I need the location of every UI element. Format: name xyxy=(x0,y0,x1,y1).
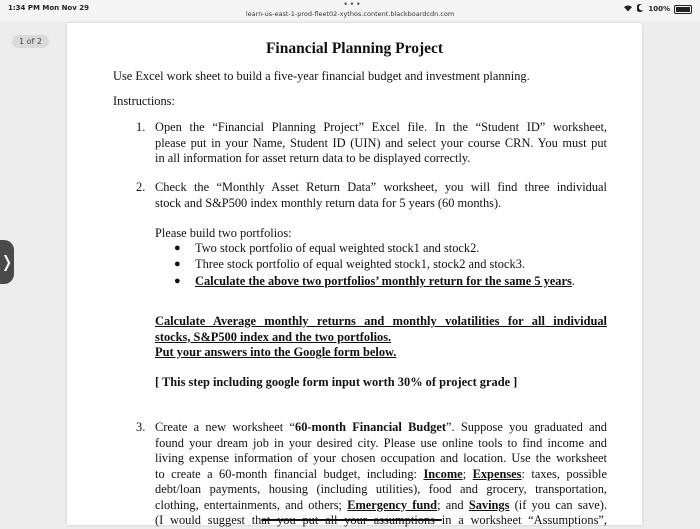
more-dots-icon[interactable]: ••• xyxy=(343,0,362,10)
instructions-label: Instructions: xyxy=(113,94,175,108)
step3-line: found your dream job in your desired city. Please use online tools to find income and xyxy=(155,435,607,450)
text-run: : taxes, possible xyxy=(521,466,607,481)
intro-text: Use Excel work sheet to build a five-year financial budget and investment planning. xyxy=(113,69,530,83)
status-bar xyxy=(0,0,700,22)
url-label[interactable]: learn-us-east-1-prod-fleet02-xythos.content.blackboardcdn.com xyxy=(245,10,455,18)
bullet-dot: ● xyxy=(174,242,181,254)
text-run: (I would suggest th xyxy=(155,513,262,527)
step-number: 2. xyxy=(136,180,146,194)
text-run-bold: Emergency fund xyxy=(347,497,438,512)
text-run-bold: 60-month Financial Budget xyxy=(295,420,446,434)
bullet-item: Two stock portfolio of equal weighted stock1 and stock2. xyxy=(195,241,480,255)
document-page xyxy=(67,23,642,525)
bullet-tail: . xyxy=(571,274,575,288)
calc-line: Calculate Average monthly returns and monthly volatilities for all individual xyxy=(155,314,607,328)
text-run: in a worksheet “Assumptions”, xyxy=(441,513,607,527)
text-run-bold: Income xyxy=(423,466,463,481)
step3-line xyxy=(155,467,607,483)
step1-line: Open the “Financial Planning Project” Excel file. In the “Student ID” worksheet, xyxy=(155,120,607,134)
battery-icon xyxy=(674,5,692,14)
step3-line: debt/loan payments, housing (including utilities), food and grocery, transportation, xyxy=(155,482,607,496)
status-right xyxy=(623,4,692,14)
grade-note: [ This step including google form input worth 30% of project grade ] xyxy=(155,375,518,389)
page-title: Financial Planning Project xyxy=(265,40,444,57)
bullet-bold-text: Calculate the above two portfolios’ monthly return for the same 5 years xyxy=(195,274,572,288)
text-run-bold: Savings xyxy=(468,497,510,512)
text-run-bold: Expenses xyxy=(472,466,522,481)
text-run: to create a 60-month financial budget, including: xyxy=(155,466,424,481)
battery-percent: 100% xyxy=(648,5,670,13)
step3-line xyxy=(155,498,607,514)
page-indicator: 1 of 2 xyxy=(12,35,49,48)
text-run: ”. Suppose you graduated and xyxy=(445,420,607,434)
step-number: 1. xyxy=(136,120,146,134)
wifi-icon xyxy=(623,4,633,14)
calc-line: stocks, S&P500 index and the two portfolios. xyxy=(155,329,392,344)
calc-line: Put your answers into the Google form below. xyxy=(155,345,397,359)
bullet-item: Three stock portfolio of equal weighted stock1, stock2 and stock3. xyxy=(195,257,525,271)
step3-line xyxy=(155,513,607,529)
bullet-dot: ● xyxy=(174,258,181,270)
bullet-item-bold xyxy=(195,274,575,290)
side-panel-handle-icon[interactable]: ❭ xyxy=(0,240,14,284)
text-run: clothing, entertainments, and others; xyxy=(155,497,348,512)
bullet-dot: ● xyxy=(174,275,181,287)
text-run-struck: at you put all your assumptions xyxy=(261,513,442,527)
portfolios-intro: Please build two portfolios: xyxy=(155,226,292,240)
step3-line xyxy=(155,420,607,436)
text-run: (if you can save). xyxy=(509,497,607,512)
moon-icon xyxy=(637,4,644,14)
text-run: Create a new worksheet “ xyxy=(155,420,296,434)
status-time: 1:34 PM Mon Nov 29 xyxy=(8,4,89,12)
step1-line: in all information for asset return data to be displayed correctly. xyxy=(155,151,471,165)
step2-line: stock and S&P500 index monthly return data for 5 years (60 months). xyxy=(155,195,502,210)
text-run: ; and xyxy=(437,497,469,512)
step2-line: Check the “Monthly Asset Return Data” worksheet, you will find three individual xyxy=(155,180,607,194)
step-number: 3. xyxy=(136,420,146,434)
step3-line: living expense information of your chosen occupation and location. Use the worksheet xyxy=(155,451,607,465)
step1-line: please put in your Name, Student ID (UIN) and select your course CRN. You must put xyxy=(155,135,607,150)
text-run: ; xyxy=(462,466,473,481)
